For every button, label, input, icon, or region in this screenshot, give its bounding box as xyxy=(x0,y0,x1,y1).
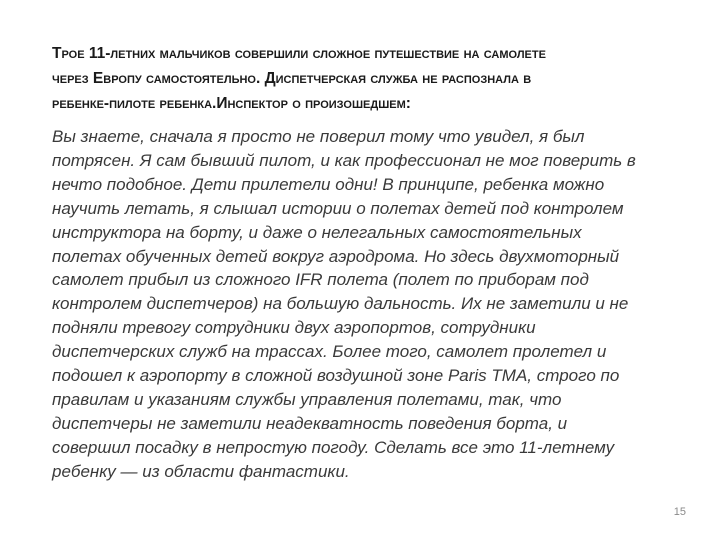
body-line: инструктора на борту, и даже о нелегальных самостоятельных xyxy=(52,222,582,242)
body-line: контролем диспетчеров) на большую дальность. Их не заметили и не xyxy=(52,294,629,314)
body-line: полетах обученных детей вокруг аэродрома. Но здесь двухмоторный xyxy=(52,246,620,266)
body-line: правилам и указаниям службы управления полетами, так, что xyxy=(52,389,562,409)
heading-line: Трое 11-летних мальчиков совершили сложное путешествие на самолете xyxy=(52,45,546,62)
body-line: научить летать, я слышал истории о полетах детей под контролем xyxy=(52,198,624,218)
heading-line: ребенке-пилоте ребенка.Инспектор о произошедшем: xyxy=(52,95,411,112)
body-line: нечто подобное. Дети прилетели одни! В принципе, ребенка можно xyxy=(52,174,605,194)
body-line: диспетчерских служб на трассах. Более того, самолет пролетел и xyxy=(52,342,607,362)
heading-line: через Европу самостоятельно. Диспетчерская служба не распознала в xyxy=(52,70,532,87)
body-line: диспетчеры не заметили неадекватность поведения борта, и xyxy=(52,413,568,433)
page-number: 15 xyxy=(673,506,686,518)
body-line: Вы знаете, сначала я просто не поверил тому что увидел, я был xyxy=(52,127,585,146)
slide-heading xyxy=(52,41,692,116)
body-line: подняли тревогу сотрудники двух аэропортов, сотрудники xyxy=(52,318,536,338)
body-line: ребенку — из области фантастики. xyxy=(52,461,350,481)
body-line: самолет прибыл из сложного IFR полета (полет по приборам под xyxy=(52,270,589,290)
body-line: потрясен. Я сам бывший пилот, и как профессионал не мог поверить в xyxy=(52,150,636,170)
body-line: подошел к аэропорту в сложной воздушной зоне Paris TMA, строго по xyxy=(52,366,620,386)
slide-body-text xyxy=(52,125,692,484)
body-line: совершил посадку в непростую погоду. Сделать все это 11-летнему xyxy=(52,437,615,457)
